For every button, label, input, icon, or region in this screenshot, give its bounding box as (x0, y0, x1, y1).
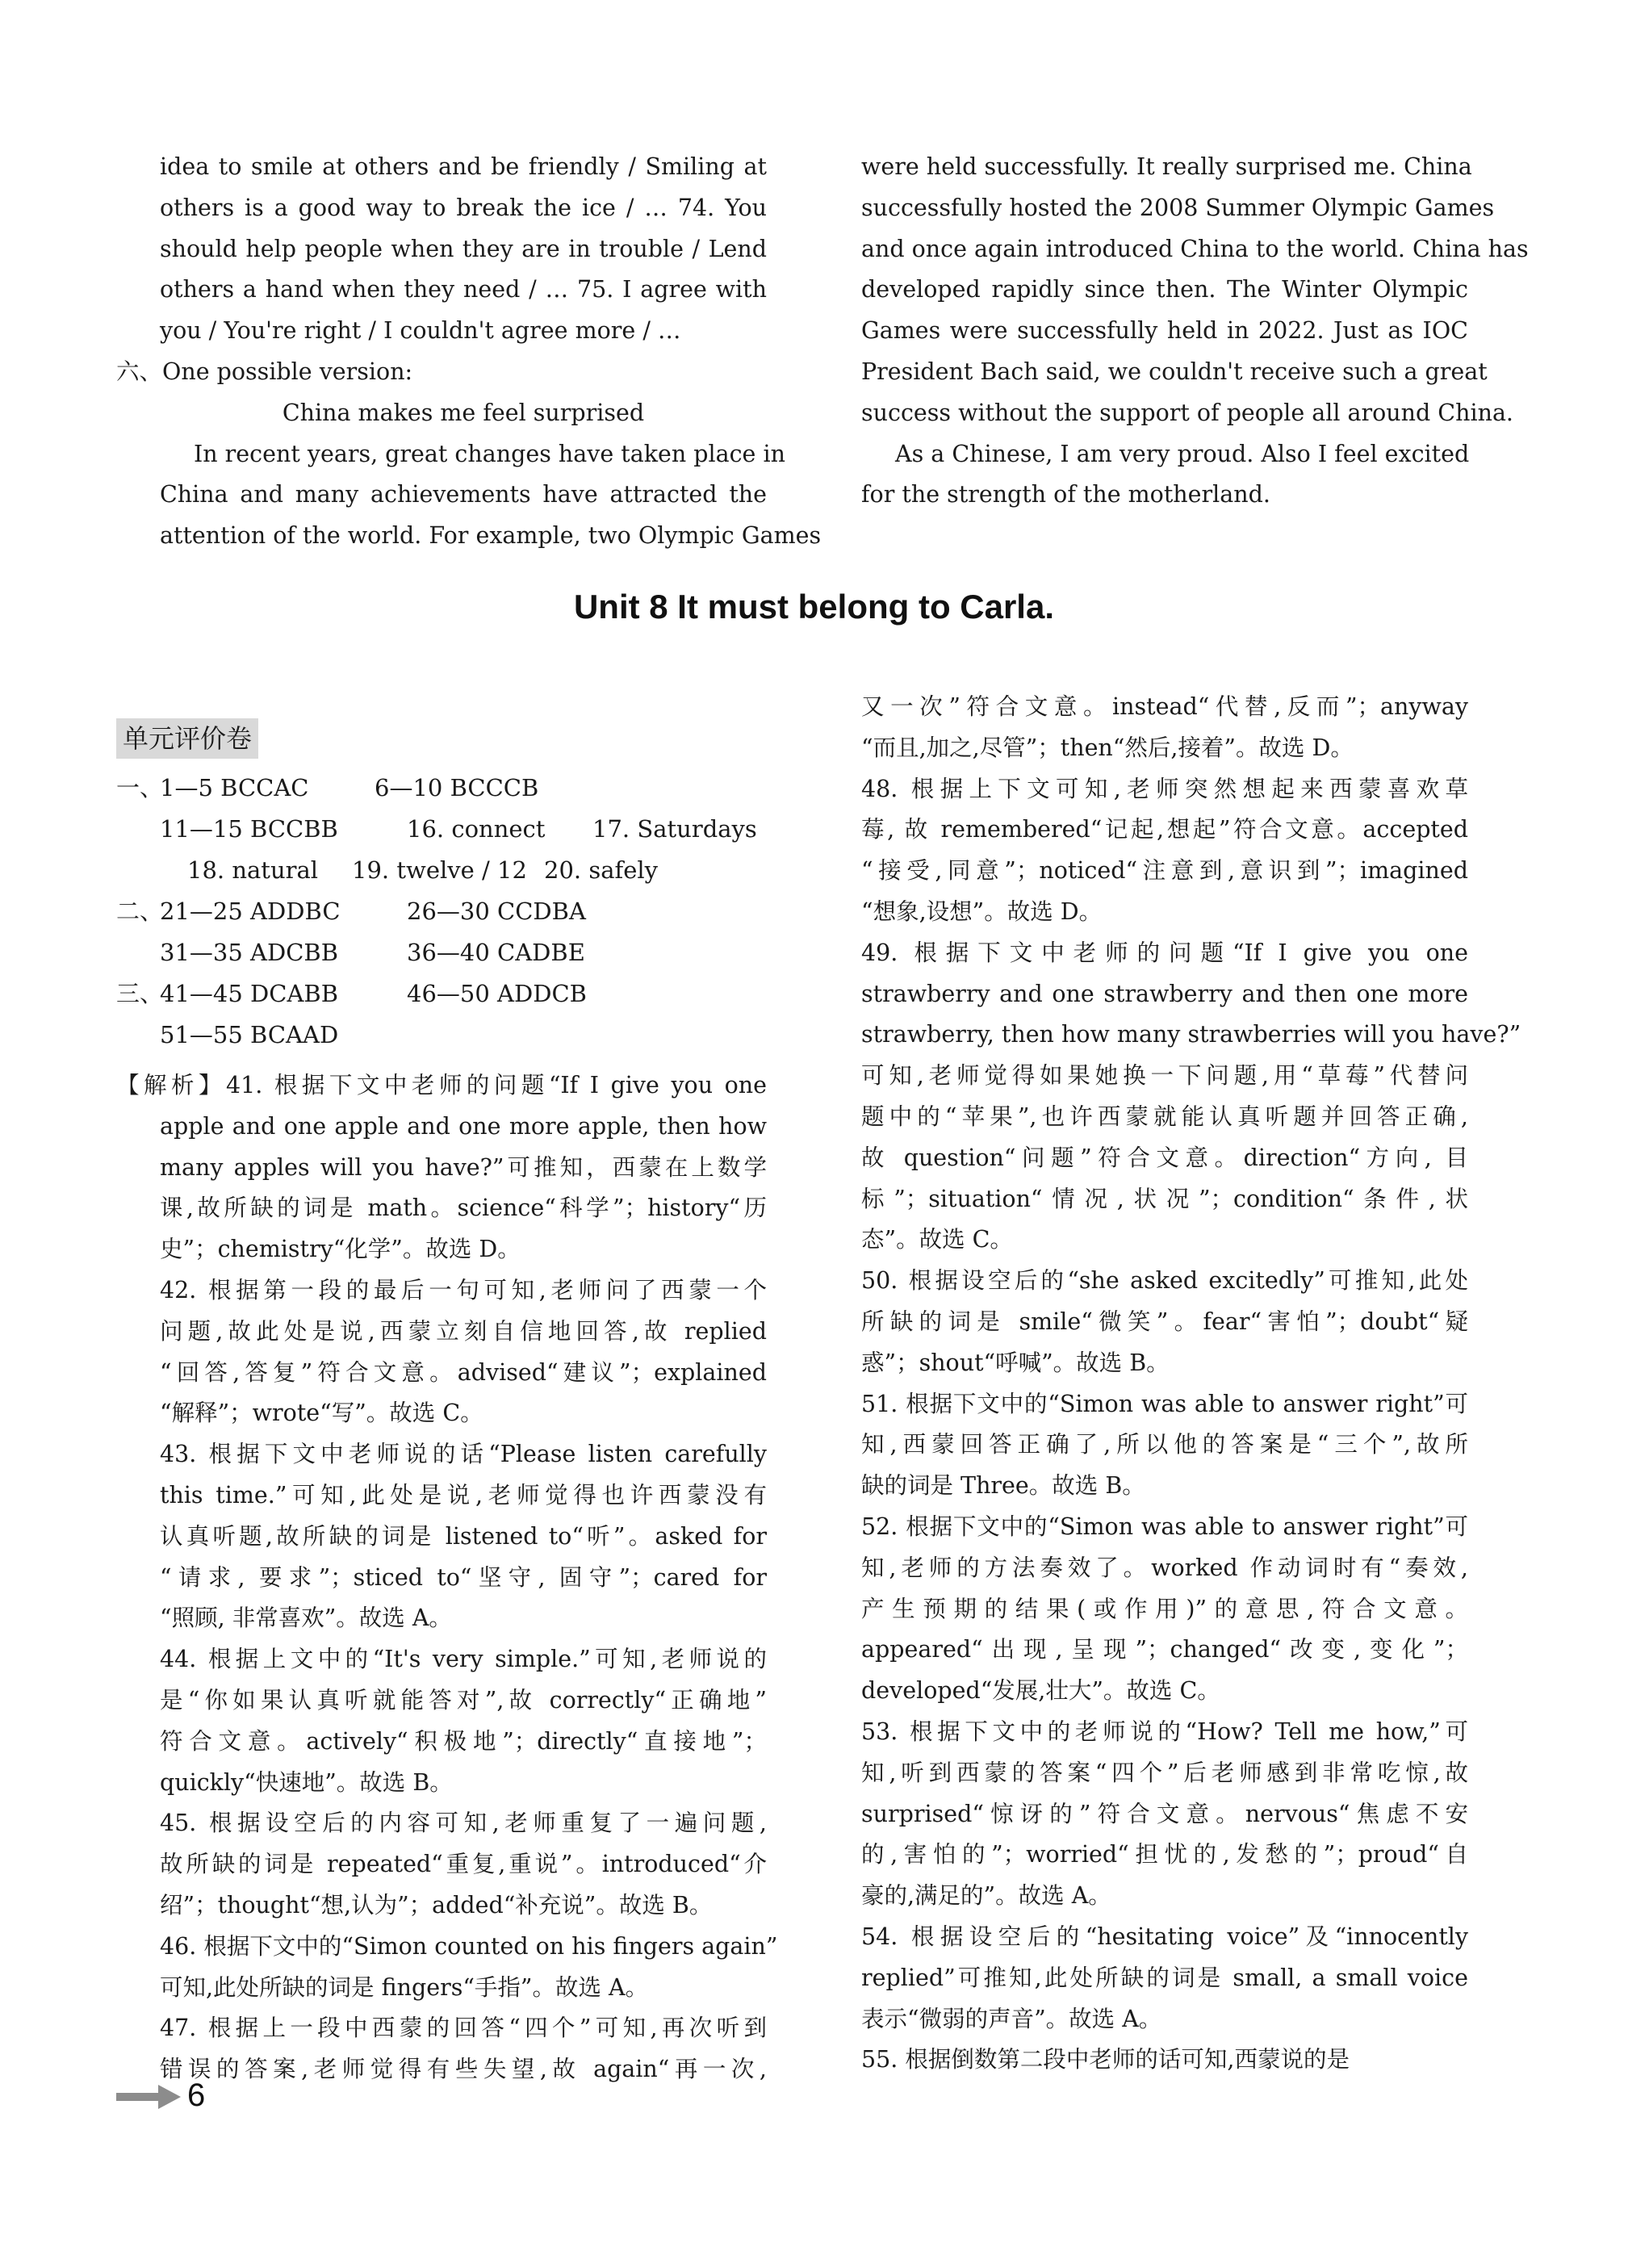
text-line: apple and one apple and one more apple, then how (160, 1112, 767, 1140)
text-line: 51. 根据下文中的“Simon was able to answer right”可 (861, 1390, 1468, 1417)
text-line: Games were successfully held in 2022. Just as IOC (861, 317, 1468, 345)
text-line: 43. 根据下文中老师说的话“Please listen carefully (160, 1441, 767, 1468)
text-line: 绍”；thought“想,认为”；added“补充说”。故选 B。 (160, 1891, 713, 1919)
text-line: 54. 根据设空后的“hesitating voice”及“innocently (861, 1923, 1468, 1950)
text-line: you / You're right / I couldn't agree more / … (160, 317, 681, 345)
text-line: replied”可推知,此处所缺的词是 small, a small voice (861, 1964, 1468, 1991)
text-line: attention of the world. For example, two Olympic Games (160, 522, 822, 550)
text-line: surprised“惊讶的”符合文意。nervous“焦虑不安 (861, 1800, 1468, 1827)
text-line: 问题,故此处是说,西蒙立刻自信地回答,故 replied (160, 1317, 767, 1345)
text-line: “解释”；wrote“写”。故选 C。 (160, 1400, 483, 1427)
unit-title: Unit 8 It must belong to Carla. (573, 588, 1055, 626)
text-line: “请求, 要求”；sticed to“坚守, 固守”；cared for (160, 1563, 767, 1591)
text-line: for the strength of the motherland. (861, 481, 1270, 508)
text-line: developed rapidly since then. The Winter Olympic (861, 276, 1468, 303)
text-line: “而且,加之,尽管”；then“然后,接着”。故选 D。 (861, 734, 1354, 761)
text-line: 豪的,满足的”。故选 A。 (861, 1882, 1111, 1910)
text-line: 44. 根据上文中的“It's very simple.”可知,老师说的 (160, 1646, 767, 1673)
text-line: 标”；situation“情况,状况”；condition“条件,状 (861, 1185, 1468, 1212)
section-six-heading: 六、One possible version: (116, 358, 413, 385)
text-line: developed“发展,壮大”。故选 C。 (861, 1677, 1220, 1705)
essay-title: China makes me feel surprised (282, 399, 645, 426)
text-line: strawberry, then how many strawberries will you have?” (861, 1021, 1521, 1048)
text-line: 态”。故选 C。 (861, 1226, 1013, 1253)
text-line: 可知,老师觉得如果她换一下问题,用“草莓”代替问 (861, 1062, 1468, 1090)
text-line: 所缺的词是 smile“微笑”。fear“害怕”；doubt“疑 (861, 1308, 1468, 1335)
text-line: China and many achievements have attracted the (160, 481, 767, 508)
text-line: 缺的词是 Three。故选 B。 (861, 1472, 1145, 1500)
page-number: 6 (187, 2078, 206, 2113)
text-line: appeared“出现,呈现”；changed“改变,变化”； (861, 1636, 1468, 1663)
text-line: 的,害怕的”；worried“担忧的,发愁的”；proud“自 (861, 1841, 1468, 1868)
answer-item: 18. natural (187, 856, 319, 884)
answer-group: 31—35 ADCBB (160, 939, 339, 966)
section-marker: 三、 (116, 980, 164, 1007)
text-line: strawberry and one strawberry and then one more (861, 980, 1468, 1007)
text-line: 史”；chemistry“化学”。故选 D。 (160, 1236, 521, 1263)
text-line: 53. 根据下文中的老师说的“How? Tell me how,”可 (861, 1718, 1468, 1745)
text-line: “回答,答复”符合文意。advised“建议”；explained (160, 1358, 767, 1386)
section-marker: 二、 (116, 898, 164, 925)
text-line: 符合文意。actively“积极地”；directly“直接地”； (160, 1727, 767, 1755)
answer-group: 6—10 BCCCB (375, 774, 539, 801)
text-line: 42. 根据第一段的最后一句可知,老师问了西蒙一个 (160, 1276, 767, 1303)
answer-group: 26—30 CCDBA (407, 898, 586, 925)
text-line: 知,老师的方法奏效了。worked 作动词时有“奏效, (861, 1554, 1468, 1581)
text-line: 45. 根据设空后的内容可知,老师重复了一遍问题, (160, 1810, 767, 1837)
text-line: 可知,此处所缺的词是 fingers“手指”。故选 A。 (160, 1973, 649, 2001)
top-left-column (116, 147, 822, 557)
text-line: idea to smile at others and be friendly / Smiling at (160, 153, 767, 180)
answer-group: 51—55 BCAAD (160, 1021, 339, 1048)
text-line: 表示“微弱的声音”。故选 A。 (861, 2005, 1162, 2032)
text-line: 48. 根据上下文可知,老师突然想起来西蒙喜欢草 (861, 775, 1468, 802)
text-line: 47. 根据上一段中西蒙的回答“四个”可知,再次听到 (160, 2015, 767, 2042)
arrow-right-icon (116, 2085, 181, 2109)
text-line: 题中的“苹果”,也许西蒙就能认真听题并回答正确, (861, 1103, 1468, 1130)
text-line: and once again introduced China to the world. China has (861, 235, 1529, 262)
text-line: In recent years, great changes have taken place in (194, 440, 785, 467)
answer-group: 21—25 ADDBC (160, 898, 341, 925)
text-line: 又一次”符合文意。instead“代替,反而”；anyway (861, 693, 1468, 720)
answer-group: 46—50 ADDCB (407, 980, 587, 1007)
text-line: many apples will you have?”可推知，西蒙在上数学 (160, 1153, 767, 1181)
text-line: 49. 根据下文中老师的问题“If I give you one (861, 939, 1468, 966)
text-line: success without the support of people all around China. (861, 399, 1513, 426)
answer-group: 41—45 DCABB (160, 980, 339, 1007)
text-line: 产生预期的结果(或作用)”的意思,符合文意。 (861, 1595, 1468, 1622)
text-line: 知,听到西蒙的答案“四个”后老师感到非常吃惊,故 (861, 1759, 1468, 1786)
explanations-left (116, 1065, 778, 2090)
text-line: 52. 根据下文中的“Simon was able to answer right”可 (861, 1513, 1468, 1540)
text-line: successfully hosted the 2008 Summer Olympic Games (861, 194, 1495, 221)
explanations-right (861, 687, 1521, 2081)
text-line: President Bach said, we couldn't receive such a great (861, 358, 1488, 385)
text-line: 是“你如果认真听就能答对”,故 correctly“正确地” (160, 1686, 767, 1714)
answer-group: 1—5 BCCAC (160, 774, 309, 801)
answer-item: 17. Saturdays (592, 815, 757, 843)
top-right-column (861, 147, 1529, 516)
text-line: 【解析】41. 根据下文中老师的问题“If I give you one (116, 1072, 767, 1098)
answer-item: 16. connect (407, 815, 546, 843)
text-line: should help people when they are in trouble / Lend (160, 235, 767, 262)
text-line: this time.”可知,此处是说,老师觉得也许西蒙没有 (160, 1481, 767, 1509)
text-line: 故所缺的词是 repeated“重复,重说”。introduced“介 (160, 1851, 767, 1878)
answer-group: 11—15 BCCBB (160, 815, 338, 843)
text-line: 46. 根据下文中的“Simon counted on his fingers again” (160, 1932, 778, 1960)
text-line: 课,故所缺的词是 math。science“科学”；history“历 (160, 1195, 767, 1222)
text-line: 错误的答案,老师觉得有些失望,故 again“再一次, (160, 2056, 767, 2083)
text-line: 知,西蒙回答正确了,所以他的答案是“三个”,故所 (861, 1431, 1468, 1458)
answer-group: 36—40 CADBE (407, 939, 585, 966)
text-line: others is a good way to break the ice / … 74. You (160, 194, 767, 221)
text-line: others a hand when they need / … 75. I agree with (160, 276, 767, 303)
answer-item: 20. safely (544, 856, 659, 884)
answer-item: 19. twelve / 12 (352, 856, 527, 884)
section-marker: 一、 (116, 774, 164, 801)
text-line: As a Chinese, I am very proud. Also I feel excited (895, 440, 1470, 467)
text-line: were held successfully. It really surprised me. China (861, 153, 1472, 180)
text-line: 55. 根据倒数第二段中老师的话可知,西蒙说的是 (861, 2046, 1350, 2073)
text-line: “想象,设想”。故选 D。 (861, 898, 1103, 925)
text-line: “照顾, 非常喜欢”。故选 A。 (160, 1605, 452, 1632)
text-line: quickly“快速地”。故选 B。 (160, 1768, 453, 1796)
text-line: 惑”；shout“呼喊”。故选 B。 (861, 1349, 1170, 1376)
text-line: “接受,同意”；noticed“注意到,意识到”；imagined (861, 857, 1468, 885)
text-line: 故 question“问题”符合文意。direction“方向, 目 (861, 1144, 1468, 1171)
text-line: 50. 根据设空后的“she asked excitedly”可推知,此处 (861, 1267, 1468, 1295)
section-label: 单元评价卷 (116, 718, 258, 759)
text-line: 莓, 故 remembered“记起,想起”符合文意。accepted (861, 816, 1468, 843)
text-line: 认真听题,故所缺的词是 listened to“听”。asked for (160, 1522, 767, 1550)
